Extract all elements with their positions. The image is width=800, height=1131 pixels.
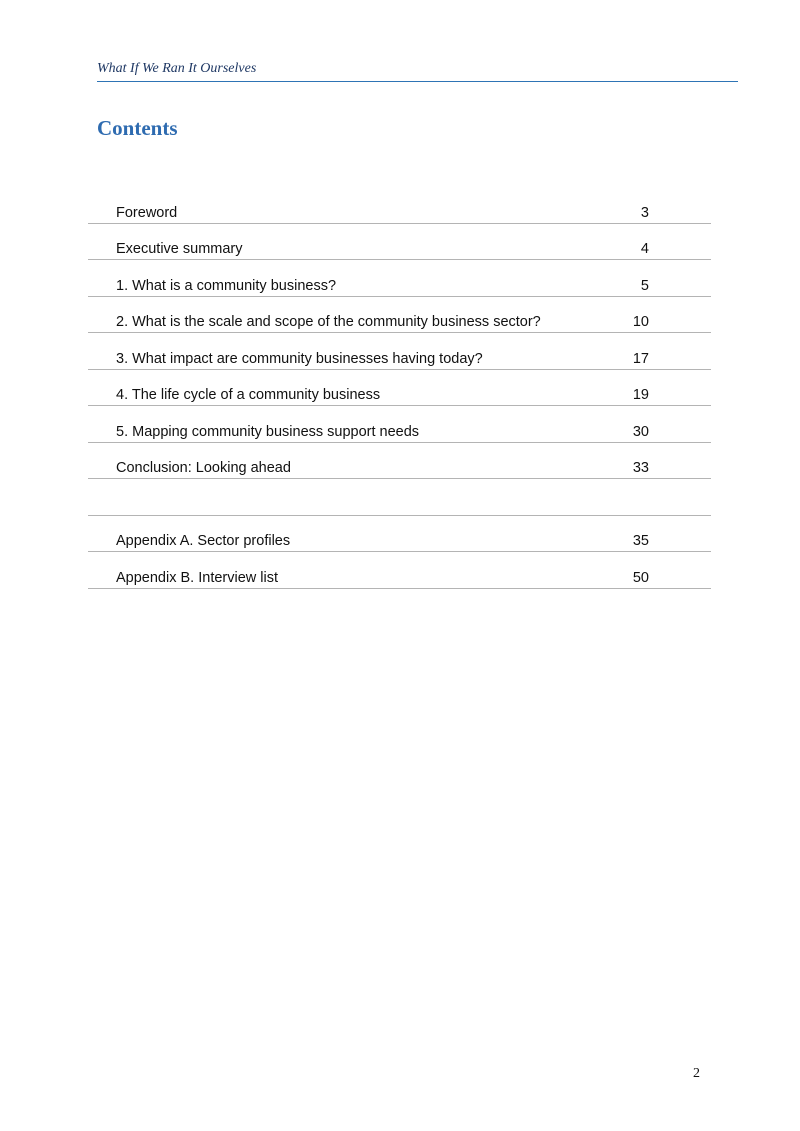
toc-entry-title: 4. The life cycle of a community business [116,387,381,403]
toc-entry-page: 4 [640,241,649,257]
toc-entry-title: 2. What is the scale and scope of the community business sector? [116,314,541,330]
toc-entry-appendix-b[interactable] [88,553,711,589]
toc-entry-chapter-1[interactable] [88,261,711,297]
contents-title: Contents [97,116,178,140]
toc-entry-page: 17 [632,350,649,367]
toc-entry-chapter-5[interactable] [88,407,711,443]
toc-entry-page: 5 [640,277,649,294]
toc-entry-title: Foreword [116,204,178,221]
toc-entry-conclusion[interactable] [88,444,711,480]
header-rule [97,81,738,82]
toc-entry-title: Conclusion: Looking ahead [116,460,291,476]
toc-entry-page: 50 [632,569,649,586]
toc-entry-page: 35 [632,533,649,549]
toc-entry-appendix-a[interactable] [88,517,711,553]
toc-entry-title: Appendix A. Sector profiles [116,533,291,549]
table-of-contents [88,188,711,590]
toc-entry-chapter-4[interactable] [88,371,711,407]
toc-entry-title: Executive summary [116,241,243,257]
toc-entry-chapter-2[interactable] [88,298,711,334]
toc-entry-page: 33 [632,460,649,476]
toc-entry-title: 5. Mapping community business support needs [116,423,420,440]
toc-entry-title: 3. What impact are community businesses having today? [116,350,483,367]
toc-entry-title: Appendix B. Interview list [116,569,278,586]
running-header-title: What If We Ran It Ourselves [97,61,257,76]
toc-entry-page: 3 [640,204,649,221]
toc-entry-executive-summary[interactable] [88,225,711,261]
toc-entry-foreword[interactable] [88,188,711,224]
page-number: 2 [693,1066,700,1081]
toc-entry-blank-spacer [88,480,711,516]
toc-entry-page: 30 [632,423,649,440]
toc-entry-page: 10 [632,314,649,330]
toc-entry-title: 1. What is a community business? [116,277,337,294]
toc-entry-page: 19 [632,387,649,403]
toc-entry-chapter-3[interactable] [88,334,711,370]
